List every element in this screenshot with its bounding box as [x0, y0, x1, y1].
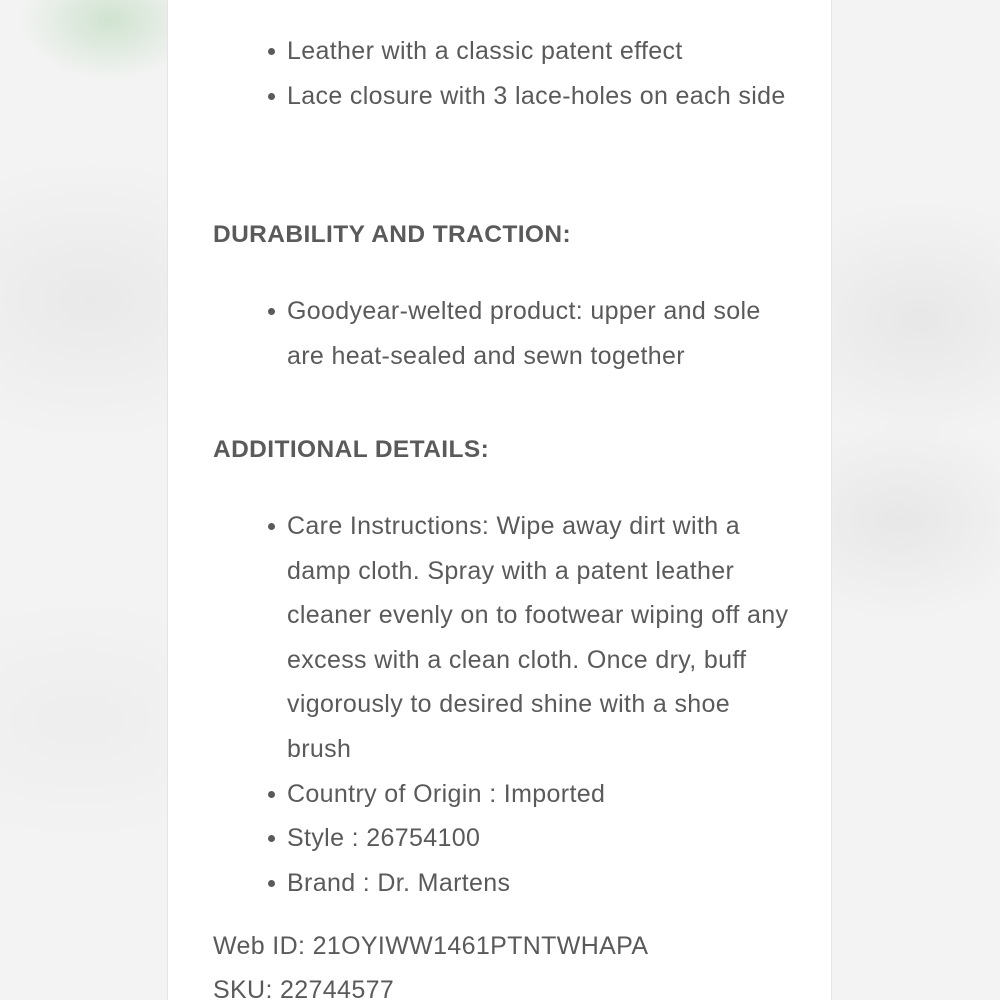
- sku: SKU: 22744577: [213, 976, 395, 1000]
- list-item: Care Instructions: Wipe away dirt with a damp cloth. Spray with a patent leather cleaner evenly on to footwear wiping off any excess with a clean cloth. Once dry, buff vigorously to desired shine with a shoe brush: [168, 504, 832, 772]
- list-item: Lace closure with 3 lace-holes on each side: [168, 74, 832, 119]
- durability-list: [168, 289, 832, 378]
- web-id: Web ID: 21OYIWW1461PTNTWHAPA: [213, 932, 649, 960]
- additional-details-heading: ADDITIONAL DETAILS:: [213, 436, 490, 463]
- durability-heading: DURABILITY AND TRACTION:: [213, 221, 572, 248]
- product-details-panel: [167, 0, 832, 1000]
- features-list: [168, 29, 832, 118]
- list-item: Brand : Dr. Martens: [168, 861, 832, 906]
- additional-details-list: [168, 504, 832, 905]
- list-item: Goodyear-welted product: upper and sole are heat-sealed and sewn together: [168, 289, 832, 378]
- list-item: Country of Origin : Imported: [168, 772, 832, 817]
- list-item: Leather with a classic patent effect: [168, 29, 832, 74]
- list-item: Style : 26754100: [168, 816, 832, 861]
